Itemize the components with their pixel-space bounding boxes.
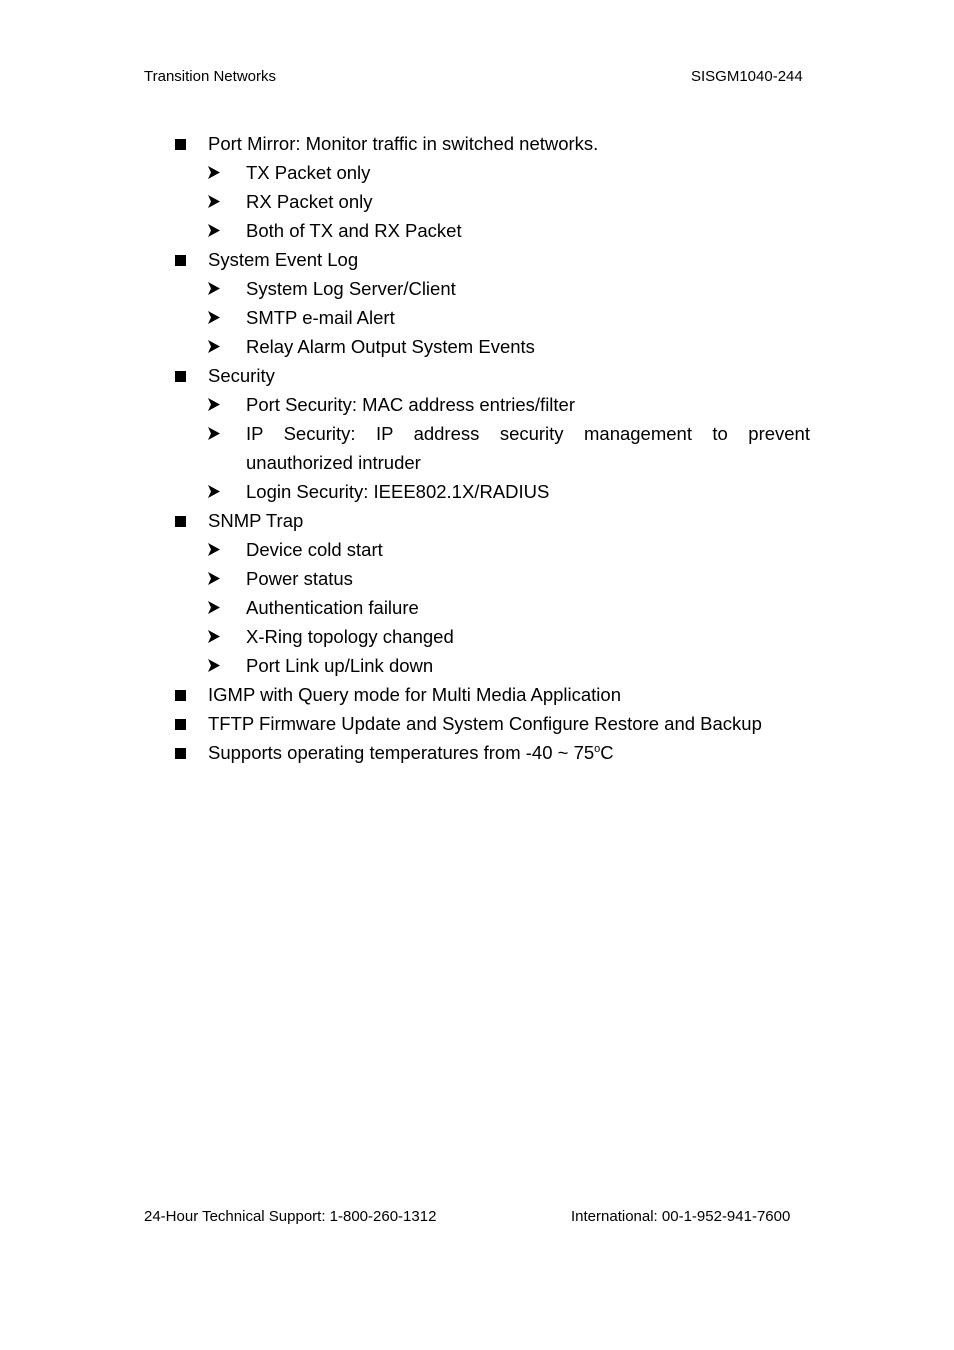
header-company: Transition Networks xyxy=(144,68,276,85)
sub-item xyxy=(172,390,810,419)
square-bullet-icon xyxy=(175,371,186,382)
sub-item-label: Port Security: MAC address entries/filter xyxy=(246,394,575,415)
arrow-bullet-icon xyxy=(208,158,222,187)
feature-label: Security xyxy=(208,365,275,386)
sub-item xyxy=(172,419,810,477)
feature-item xyxy=(172,506,810,535)
arrow-bullet-icon xyxy=(208,564,222,593)
feature-item xyxy=(172,709,810,738)
sub-item xyxy=(172,593,810,622)
sub-item-label: Device cold start xyxy=(246,539,383,560)
sub-item xyxy=(172,303,810,332)
feature-label: IGMP with Query mode for Multi Media Application xyxy=(208,684,621,705)
footer-support-phone: 24-Hour Technical Support: 1-800-260-1312 xyxy=(144,1208,437,1225)
arrow-bullet-icon xyxy=(208,390,222,419)
sub-item-label: X-Ring topology changed xyxy=(246,626,454,647)
square-bullet-icon xyxy=(175,748,186,759)
feature-item-temperature xyxy=(172,738,810,767)
arrow-bullet-icon xyxy=(208,303,222,332)
temperature-label xyxy=(208,742,614,763)
feature-label: Port Mirror: Monitor traffic in switched networks. xyxy=(208,133,599,154)
sub-item xyxy=(172,622,810,651)
sub-item xyxy=(172,535,810,564)
feature-item xyxy=(172,361,810,390)
sub-item-label: Relay Alarm Output System Events xyxy=(246,336,535,357)
arrow-bullet-icon xyxy=(208,651,222,680)
sub-item-label: Both of TX and RX Packet xyxy=(246,220,462,241)
sub-item xyxy=(172,332,810,361)
sub-item-label: Port Link up/Link down xyxy=(246,655,434,676)
sub-item-label: RX Packet only xyxy=(246,191,373,212)
arrow-bullet-icon xyxy=(208,332,222,361)
sub-item xyxy=(172,274,810,303)
feature-list xyxy=(172,129,810,767)
sub-item xyxy=(172,158,810,187)
sub-item-label: TX Packet only xyxy=(246,162,371,183)
arrow-bullet-icon xyxy=(208,187,222,216)
degree-symbol: o xyxy=(594,743,601,755)
arrow-bullet-icon xyxy=(208,622,222,651)
sub-item xyxy=(172,564,810,593)
square-bullet-icon xyxy=(175,719,186,730)
feature-label: TFTP Firmware Update and System Configure Restore and Backup xyxy=(208,713,762,734)
sub-item xyxy=(172,216,810,245)
square-bullet-icon xyxy=(175,255,186,266)
arrow-bullet-icon xyxy=(208,274,222,303)
temperature-unit: C xyxy=(600,742,614,763)
arrow-bullet-icon xyxy=(208,593,222,622)
square-bullet-icon xyxy=(175,690,186,701)
feature-label: SNMP Trap xyxy=(208,510,304,531)
feature-item xyxy=(172,245,810,274)
header-model: SISGM1040-244 xyxy=(691,68,803,85)
sub-item-label: SMTP e-mail Alert xyxy=(246,307,395,328)
arrow-bullet-icon xyxy=(208,477,222,506)
sub-item xyxy=(172,651,810,680)
feature-item xyxy=(172,680,810,709)
sub-item-label: Login Security: IEEE802.1X/RADIUS xyxy=(246,481,550,502)
feature-label: System Event Log xyxy=(208,249,359,270)
sub-item-label: IP Security: IP address security management to prevent unauthorized intruder xyxy=(246,423,810,473)
sub-item xyxy=(172,477,810,506)
arrow-bullet-icon xyxy=(208,216,222,245)
sub-item-label: Power status xyxy=(246,568,353,589)
arrow-bullet-icon xyxy=(208,419,222,448)
sub-item xyxy=(172,187,810,216)
arrow-bullet-icon xyxy=(208,535,222,564)
feature-item xyxy=(172,129,810,158)
footer-international-phone: International: 00-1-952-941-7600 xyxy=(571,1208,791,1225)
square-bullet-icon xyxy=(175,139,186,150)
square-bullet-icon xyxy=(175,516,186,527)
temperature-prefix: Supports operating temperatures from -40 ~ 75 xyxy=(208,742,595,763)
sub-item-label: System Log Server/Client xyxy=(246,278,456,299)
sub-item-label: Authentication failure xyxy=(246,597,419,618)
